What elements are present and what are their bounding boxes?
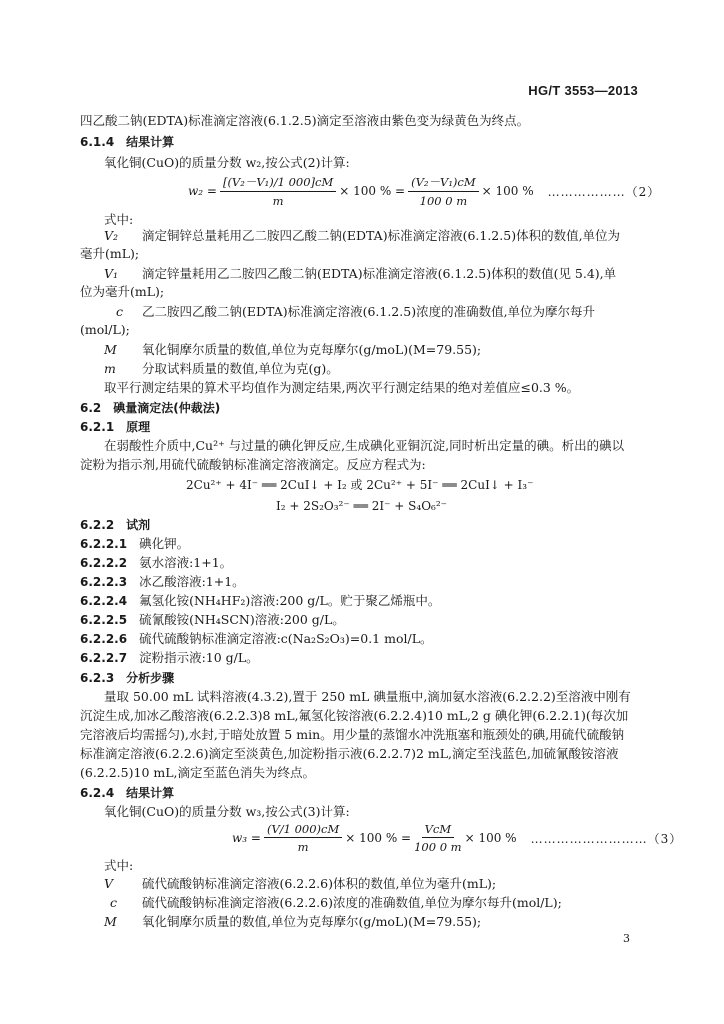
variable-description: 分取试料质量的数值,单位为克(g)。 [142, 361, 339, 376]
formula-number: ………………（2） [547, 184, 661, 199]
reagent-item [80, 650, 259, 666]
section-number: 6.2.1 [80, 420, 115, 434]
variable-symbol: M [104, 914, 117, 929]
variable-c-continued: (mol/L); [80, 322, 130, 337]
standard-number-header: HG/T 3553—2013 [528, 83, 638, 98]
item-text: 氟氢化铵(NH₄HF₂)溶液:200 g/L。贮于聚乙烯瓶中。 [139, 593, 441, 608]
fraction-numerator: [(V₂－V₁)/1 000]cM [220, 174, 336, 192]
variable-description: 氧化铜摩尔质量的数值,单位为克每摩尔(g/moL)(M=79.55); [142, 914, 482, 929]
fraction-denominator: m [272, 194, 284, 208]
formula-intro: 氧化铜(CuO)的质量分数 w₃,按公式(3)计算: [104, 804, 350, 819]
reagent-item [80, 555, 232, 571]
formula-tail: × 100 % [481, 184, 534, 198]
section-title: 原理 [126, 420, 151, 434]
procedure-line: 量取 50.00 mL 试料溶液(4.3.2),置于 250 mL 碘量瓶中,滴加氨水溶液(6.2.2.2)至溶液中刚有 [104, 689, 631, 704]
section-heading-6-2-2 [80, 517, 150, 533]
variable-symbol: c [110, 895, 118, 910]
formula-middle: × 100 % = [339, 184, 406, 198]
variable-description: 滴定锌量耗用乙二胺四乙酸二钠(EDTA)标准滴定溶液(6.1.2.5)体积的数值(见 5.4),单 [142, 266, 617, 281]
item-text: 硫氰酸铵(NH₄SCN)溶液:200 g/L。 [139, 612, 345, 627]
fraction-numerator: (V/1 000)cM [264, 822, 342, 838]
variable-M-line [104, 342, 481, 358]
fraction-denominator: m [297, 840, 309, 854]
formula-number: ………………………（3） [530, 831, 683, 846]
procedure-line: 标准滴定溶液(6.2.2.6)滴定至淡黄色,加淀粉指示液(6.2.2.7)2 mL,滴定至浅蓝色,加硫氰酸铵溶液 [80, 746, 619, 761]
item-number: 6.2.2.6 [80, 632, 128, 646]
variable-v2-continued: 毫升(mL); [80, 246, 140, 261]
item-number: 6.2.2.5 [80, 613, 128, 627]
reagent-item [80, 612, 345, 628]
variable-description: 氧化铜摩尔质量的数值,单位为克每摩尔(g/moL)(M=79.55); [142, 342, 482, 357]
section-number: 6.2.4 [80, 786, 115, 800]
where-label: 式中: [104, 212, 134, 227]
item-text: 淀粉指示液:10 g/L。 [139, 650, 259, 665]
variable-c-line [104, 304, 595, 320]
item-text: 硫代硫酸钠标准滴定溶液:c(Na₂S₂O₃)=0.1 mol/L。 [139, 631, 433, 646]
section-title: 碘量滴定法(仲裁法) [113, 401, 221, 415]
formula-3 [232, 822, 682, 854]
variable-m-line [104, 361, 339, 377]
principle-text-line-2: 淀粉为指示剂,用硫代硫酸钠标准滴定溶液滴定。反应方程式为: [80, 457, 426, 472]
variable-symbol: V₂ [104, 228, 119, 243]
fraction-denominator: 100 0 m [419, 194, 468, 208]
section-number: 6.2.3 [80, 671, 115, 685]
item-number: 6.2.2.7 [80, 651, 128, 665]
section-heading-6-2-3 [80, 670, 174, 686]
procedure-line: 沉淀生成,加冰乙酸溶液(6.2.2.3)8 mL,氟氢化铵溶液(6.2.2.4)10 mL,2 g 碘化钾(6.2.2.1)(每次加 [80, 708, 629, 723]
variable-v2-line [104, 228, 620, 244]
formula-middle: × 100 % = [345, 831, 412, 845]
formula-lhs: w₃ = [232, 831, 261, 845]
fraction-1 [220, 174, 336, 208]
section-heading-6-1-4 [80, 134, 174, 150]
fraction-1 [264, 822, 342, 854]
item-number: 6.2.2.2 [80, 556, 128, 570]
parallel-result-paragraph: 取平行测定结果的算术平均值作为测定结果,两次平行测定结果的绝对差值应≤0.3 %。 [104, 380, 580, 395]
variable-v1-continued: 位为毫升(mL); [80, 284, 165, 299]
fraction-2 [414, 822, 461, 854]
procedure-line: 完溶液后均需摇匀),水封,于暗处放置 5 min。用少量的蒸馏水冲洗瓶塞和瓶颈处的碘,用硫代硫酸钠 [80, 727, 625, 742]
variable-description: 乙二胺四乙酸二钠(EDTA)标准滴定溶液(6.1.2.5)浓度的准确数值,单位为摩尔每升 [142, 304, 596, 319]
variable-description: 硫代硫酸钠标准滴定溶液(6.2.2.6)体积的数值,单位为毫升(mL); [142, 876, 497, 891]
section-title: 试剂 [126, 518, 151, 532]
variable-symbol: m [104, 361, 116, 376]
variable-symbol: V₁ [104, 266, 119, 281]
item-number: 6.2.2.3 [80, 575, 128, 589]
item-text: 氨水溶液:1+1。 [139, 555, 233, 570]
formula-intro: 氧化铜(CuO)的质量分数 w₂,按公式(2)计算: [104, 155, 350, 170]
variable-symbol: c [116, 304, 124, 319]
section-title: 结果计算 [126, 786, 175, 800]
fraction-2 [408, 174, 479, 208]
variable-symbol: V [104, 876, 114, 891]
where-label: 式中: [104, 858, 134, 873]
variable-v1-line [104, 266, 616, 282]
item-text: 碘化钾。 [139, 536, 190, 551]
variable-V-line [104, 876, 496, 892]
variable-symbol: M [104, 342, 117, 357]
item-text: 冰乙酸溶液:1+1。 [139, 574, 245, 589]
reagent-item [80, 574, 245, 590]
formula-2 [188, 174, 660, 208]
reaction-equation-2: I₂ + 2S₂O₃²⁻ ══ 2I⁻ + S₄O₆²⁻ [276, 499, 447, 513]
paragraph-edta-endpoint: 四乙酸二钠(EDTA)标准滴定溶液(6.1.2.5)滴定至溶液由紫色变为绿黄色为终点。 [80, 113, 530, 128]
formula-tail: × 100 % [464, 831, 517, 845]
principle-text-line-1: 在弱酸性介质中,Cu²⁺ 与过量的碘化钾反应,生成碘化亚铜沉淀,同时析出定量的碘。析出的碘以 [104, 438, 625, 453]
variable-description: 硫代硫酸钠标准滴定溶液(6.2.2.6)浓度的准确数值,单位为摩尔每升(mol/L); [142, 895, 562, 910]
item-number: 6.2.2.1 [80, 537, 128, 551]
formula-lhs: w₂ = [188, 184, 217, 198]
section-number: 6.2 [80, 401, 102, 415]
section-heading-6-2-4 [80, 785, 174, 801]
variable-c-line [104, 895, 562, 911]
fraction-denominator: 100 0 m [414, 840, 462, 854]
procedure-line: (6.2.2.5)10 mL,滴定至蓝色消失为终点。 [80, 765, 315, 780]
reagent-item [80, 536, 189, 552]
variable-description: 滴定铜锌总量耗用乙二胺四乙酸二钠(EDTA)标准滴定溶液(6.1.2.5)体积的数值,单位为 [142, 228, 621, 243]
section-heading-6-2-1 [80, 419, 150, 435]
reagent-item [80, 593, 440, 609]
fraction-numerator: VcM [422, 822, 455, 838]
reagent-item [80, 631, 433, 647]
reaction-equation-1: 2Cu²⁺ + 4I⁻ ══ 2CuI↓ + I₂ 或 2Cu²⁺ + 5I⁻ ══ 2CuI↓ + I₃⁻ [186, 478, 534, 492]
page-number: 3 [623, 932, 630, 945]
item-number: 6.2.2.4 [80, 594, 128, 608]
fraction-numerator: (V₂－V₁)cM [408, 174, 479, 192]
section-title: 结果计算 [126, 135, 175, 149]
section-title: 分析步骤 [126, 671, 175, 685]
section-number: 6.1.4 [80, 135, 115, 149]
variable-M-line [104, 914, 481, 930]
section-heading-6-2 [80, 400, 220, 416]
section-number: 6.2.2 [80, 518, 115, 532]
